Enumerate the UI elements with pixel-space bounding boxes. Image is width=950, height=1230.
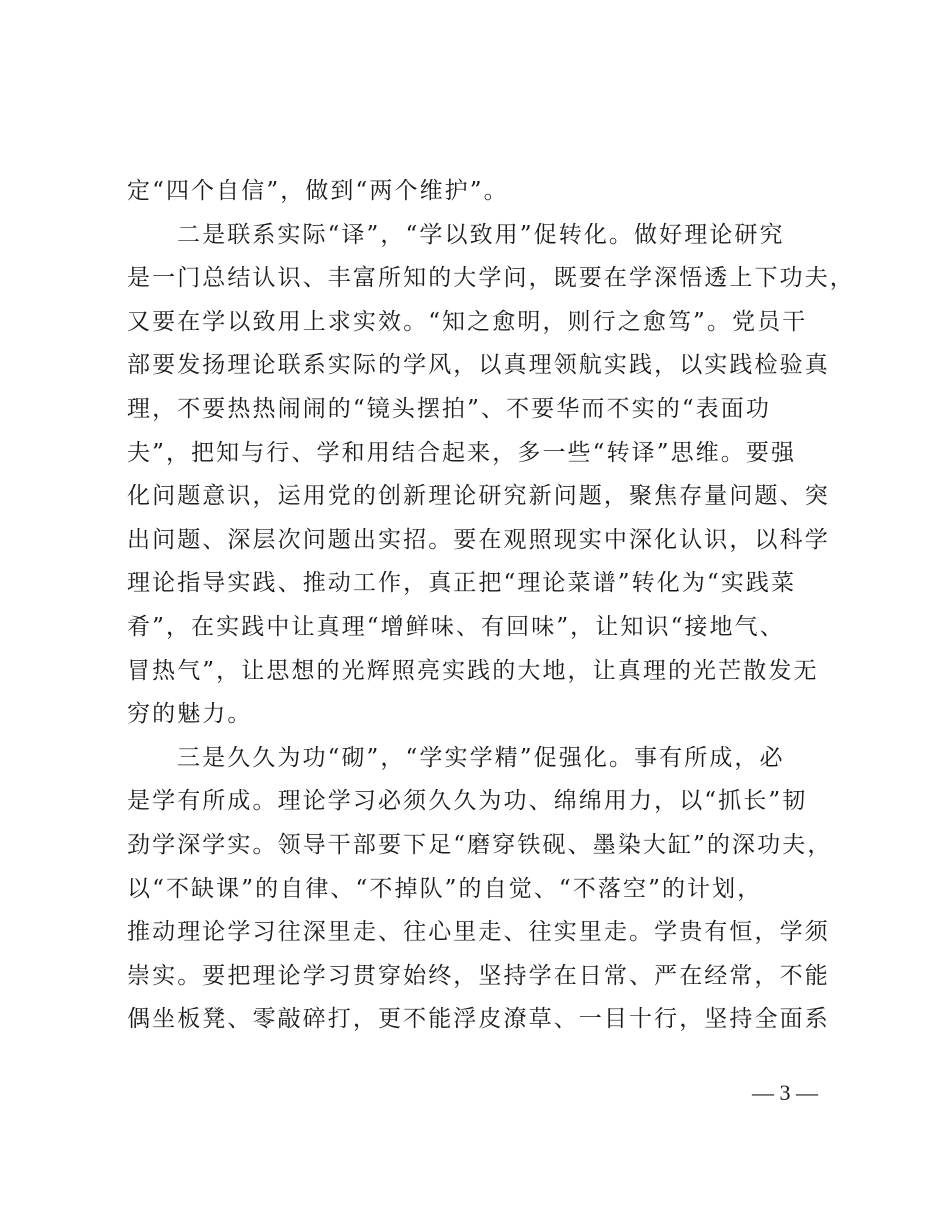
text-line: 冒热气”，让思想的光辉照亮实践的大地，让真理的光芒散发无 [127,657,819,684]
text-line: 又要在学以致用上求实效。“知之愈明，则行之愈笃”。党员干 [127,308,808,335]
page-number: — 3 — [752,1080,818,1105]
text-line: 夫”，把知与行、学和用结合起来，多一些“转译”思维。要强 [127,439,797,466]
paragraph-heading-line: 三是久久为功“砌”，“学实学精”促强化。事有所成，必 [177,744,785,771]
text-line: 出问题、深层次问题出实招。要在观照现实中深化认识，以科学 [127,526,830,553]
paragraph-heading-line: 二是联系实际“译”，“学以致用”促转化。做好理论研究 [177,221,785,248]
text-line: 肴”，在实践中让真理“增鲜味、有回味”，让知识“接地气、 [127,613,785,640]
body-text [127,170,855,1042]
text-line: 化问题意识，运用党的创新理论研究新问题，聚焦存量问题、突 [127,483,830,510]
text-line: 定“四个自信”，做到“两个维护”。 [127,178,509,204]
text-line: 是一门总结认识、丰富所知的大学问，既要在学深悟透上下功夫， [127,265,855,292]
text-line: 理论指导实践、推动工作，真正把“理论菜谱”转化为“实践菜 [127,570,797,597]
text-line: 以“不缺课”的自律、“不掉队”的自觉、“不落空”的计划， [127,875,763,902]
text-line: 部要发扬理论联系实际的学风，以真理领航实践，以实践检验真 [127,352,830,379]
text-line: 理，不要热热闹闹的“镜头摆拍”、不要华而不实的“表面功 [127,395,771,422]
text-line: 是学有所成。理论学习必须久久为功、绵绵用力，以“抓长”韧 [127,788,808,815]
text-line: 劲学深学实。领导干部要下足“磨穿铁砚、墨染大缸”的深功夫， [127,831,833,858]
text-line: 穷的魅力。 [127,701,253,728]
text-line: 偶坐板凳、零敲碎打，更不能浮皮潦草、一目十行，坚持全面系 [127,1006,830,1033]
text-line: 崇实。要把理论学习贯穿始终，坚持学在日常、严在经常，不能 [127,962,830,989]
text-line: 推动理论学习往深里走、往心里走、往实里走。学贵有恒，学须 [127,919,830,946]
